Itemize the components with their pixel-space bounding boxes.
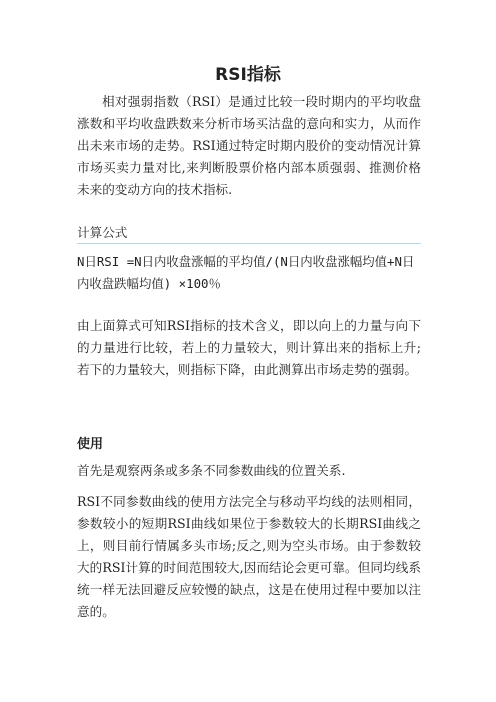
usage-paragraph-1: 首先是观察两条或多条不同参数曲线的位置关系. bbox=[77, 463, 346, 478]
page-title: RSI指标 bbox=[215, 65, 281, 85]
section-divider bbox=[77, 243, 421, 244]
usage-heading: 使用 bbox=[77, 437, 104, 452]
formula-label: 计算公式 bbox=[77, 225, 128, 240]
formula-text: N日RSI =N日内收盘涨幅的平均值/(N日内收盘涨幅均值+N日内收盘跌幅均值) ×100％ bbox=[77, 254, 415, 291]
usage-paragraph-2: RSI不同参数曲线的使用方法完全与移动平均线的法则相同，参数较小的短期RSI曲线如果位于参数较大的长期RSI曲线之上，则目前行情属多头市场;反之,则为空头市场。由于参数较大的RSI计算的时间范围较大,因而结论会更可靠。但同均线系统一样无法回避反应较慢的缺点，这是在使用过程中要加以注意的。 bbox=[77, 494, 421, 619]
explanation-paragraph: 由上面算式可知RSI指标的技术含义，即以向上的力量与向下的力量进行比较，若上的力量较大，则计算出来的指标上升;若下的力量较大，则指标下降，由此测算出市场走势的强弱。 bbox=[77, 318, 421, 377]
intro-paragraph: 相对强弱指数（RSI）是通过比较一段时期内的平均收盘涨数和平均收盘跌数来分析市场买沽盘的意向和实力，从而作出未来市场的走势。RSI通过特定时期内股价的变动情况计算市场买卖力量对比,来判断股票价格内部本质强弱、推测价格未来的变动方向的技术指标. bbox=[77, 94, 421, 197]
